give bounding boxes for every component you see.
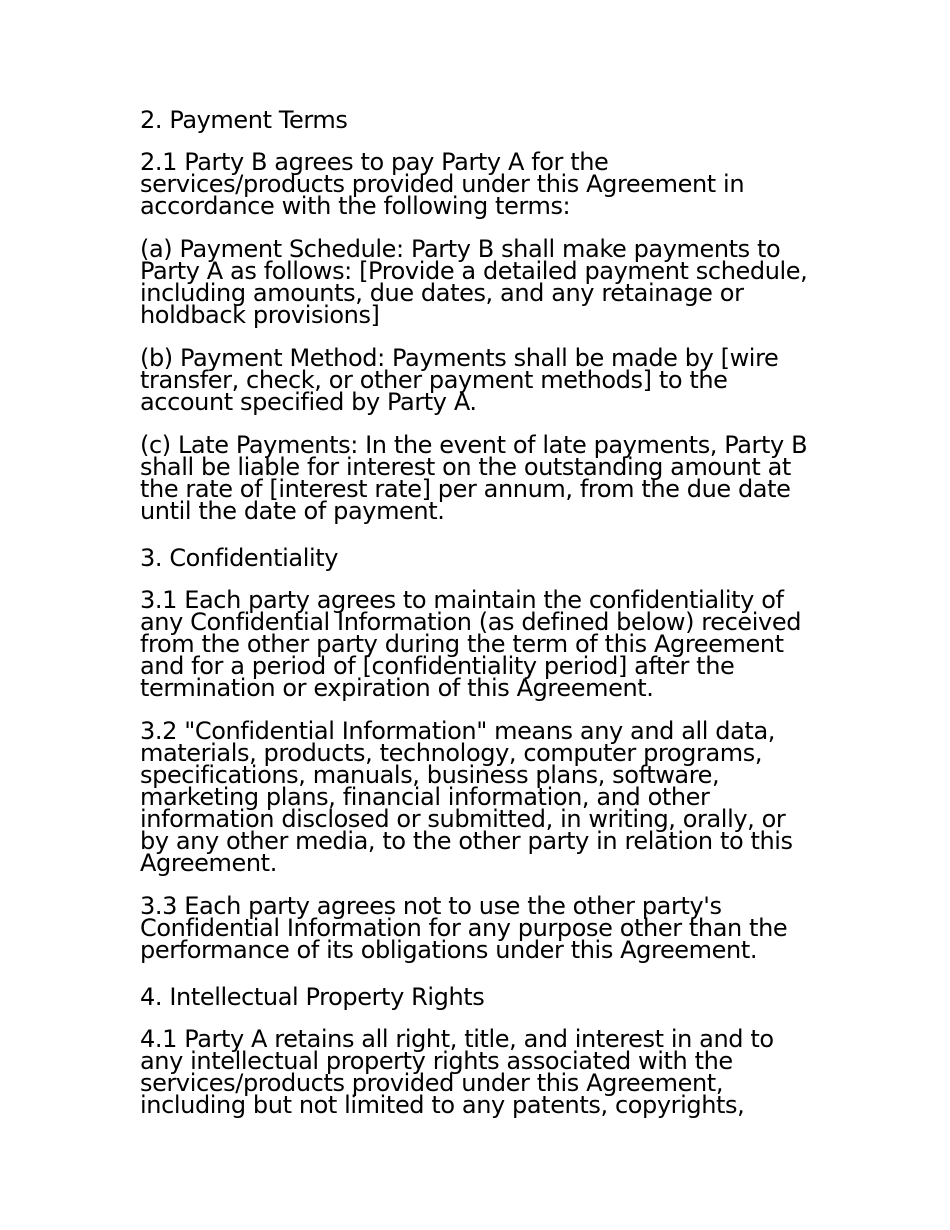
section-heading: 2. Payment Terms [140, 106, 348, 134]
section-confidentiality [140, 543, 820, 964]
paragraph: 3.2 "Confidential Information" means any and all data, materials, products, technology, computer programs, specifications, manuals, business plans, software, marketing plans, financial information, and other information disclosed or submitted, in writing, orally, or by any other media, to the other party in relation to this Agreement. [140, 717, 793, 877]
paragraph: 3.3 Each party agrees not to use the other party's Confidential Information for any purpose other than the performance of its obligations under this Agreement. [140, 892, 788, 964]
section-heading: 3. Confidentiality [140, 544, 339, 572]
paragraph: (b) Payment Method: Payments shall be made by [wire transfer, check, or other payment methods] to the account specified by Party A. [140, 344, 779, 416]
section-heading: 4. Intellectual Property Rights [140, 983, 485, 1011]
paragraph: (a) Payment Schedule: Party B shall make payments to Party A as follows: [Provide a detailed payment schedule, including amounts, due dates, and any retainage or holdback provisions] [140, 235, 808, 329]
section-intellectual-property [140, 982, 820, 1119]
paragraph: 2.1 Party B agrees to pay Party A for the services/products provided under this Agreement in accordance with the following terms: [140, 148, 745, 220]
section-payment-terms [140, 105, 820, 525]
paragraph: 3.1 Each party agrees to maintain the confidentiality of any Confidential Information (as defined below) received from the other party during the term of this Agreement and for a period of [confidentiality period] after the termination or expiration of this Agreement. [140, 586, 802, 702]
paragraph: (c) Late Payments: In the event of late payments, Party B shall be liable for interest on the outstanding amount at the rate of [interest rate] per annum, from the due date until the date of payment. [140, 431, 808, 525]
paragraph: 4.1 Party A retains all right, title, and interest in and to any intellectual property rights associated with the services/products provided under this Agreement, including but not limited to any patents, copyrights, [140, 1025, 774, 1119]
document-body [140, 105, 820, 1137]
